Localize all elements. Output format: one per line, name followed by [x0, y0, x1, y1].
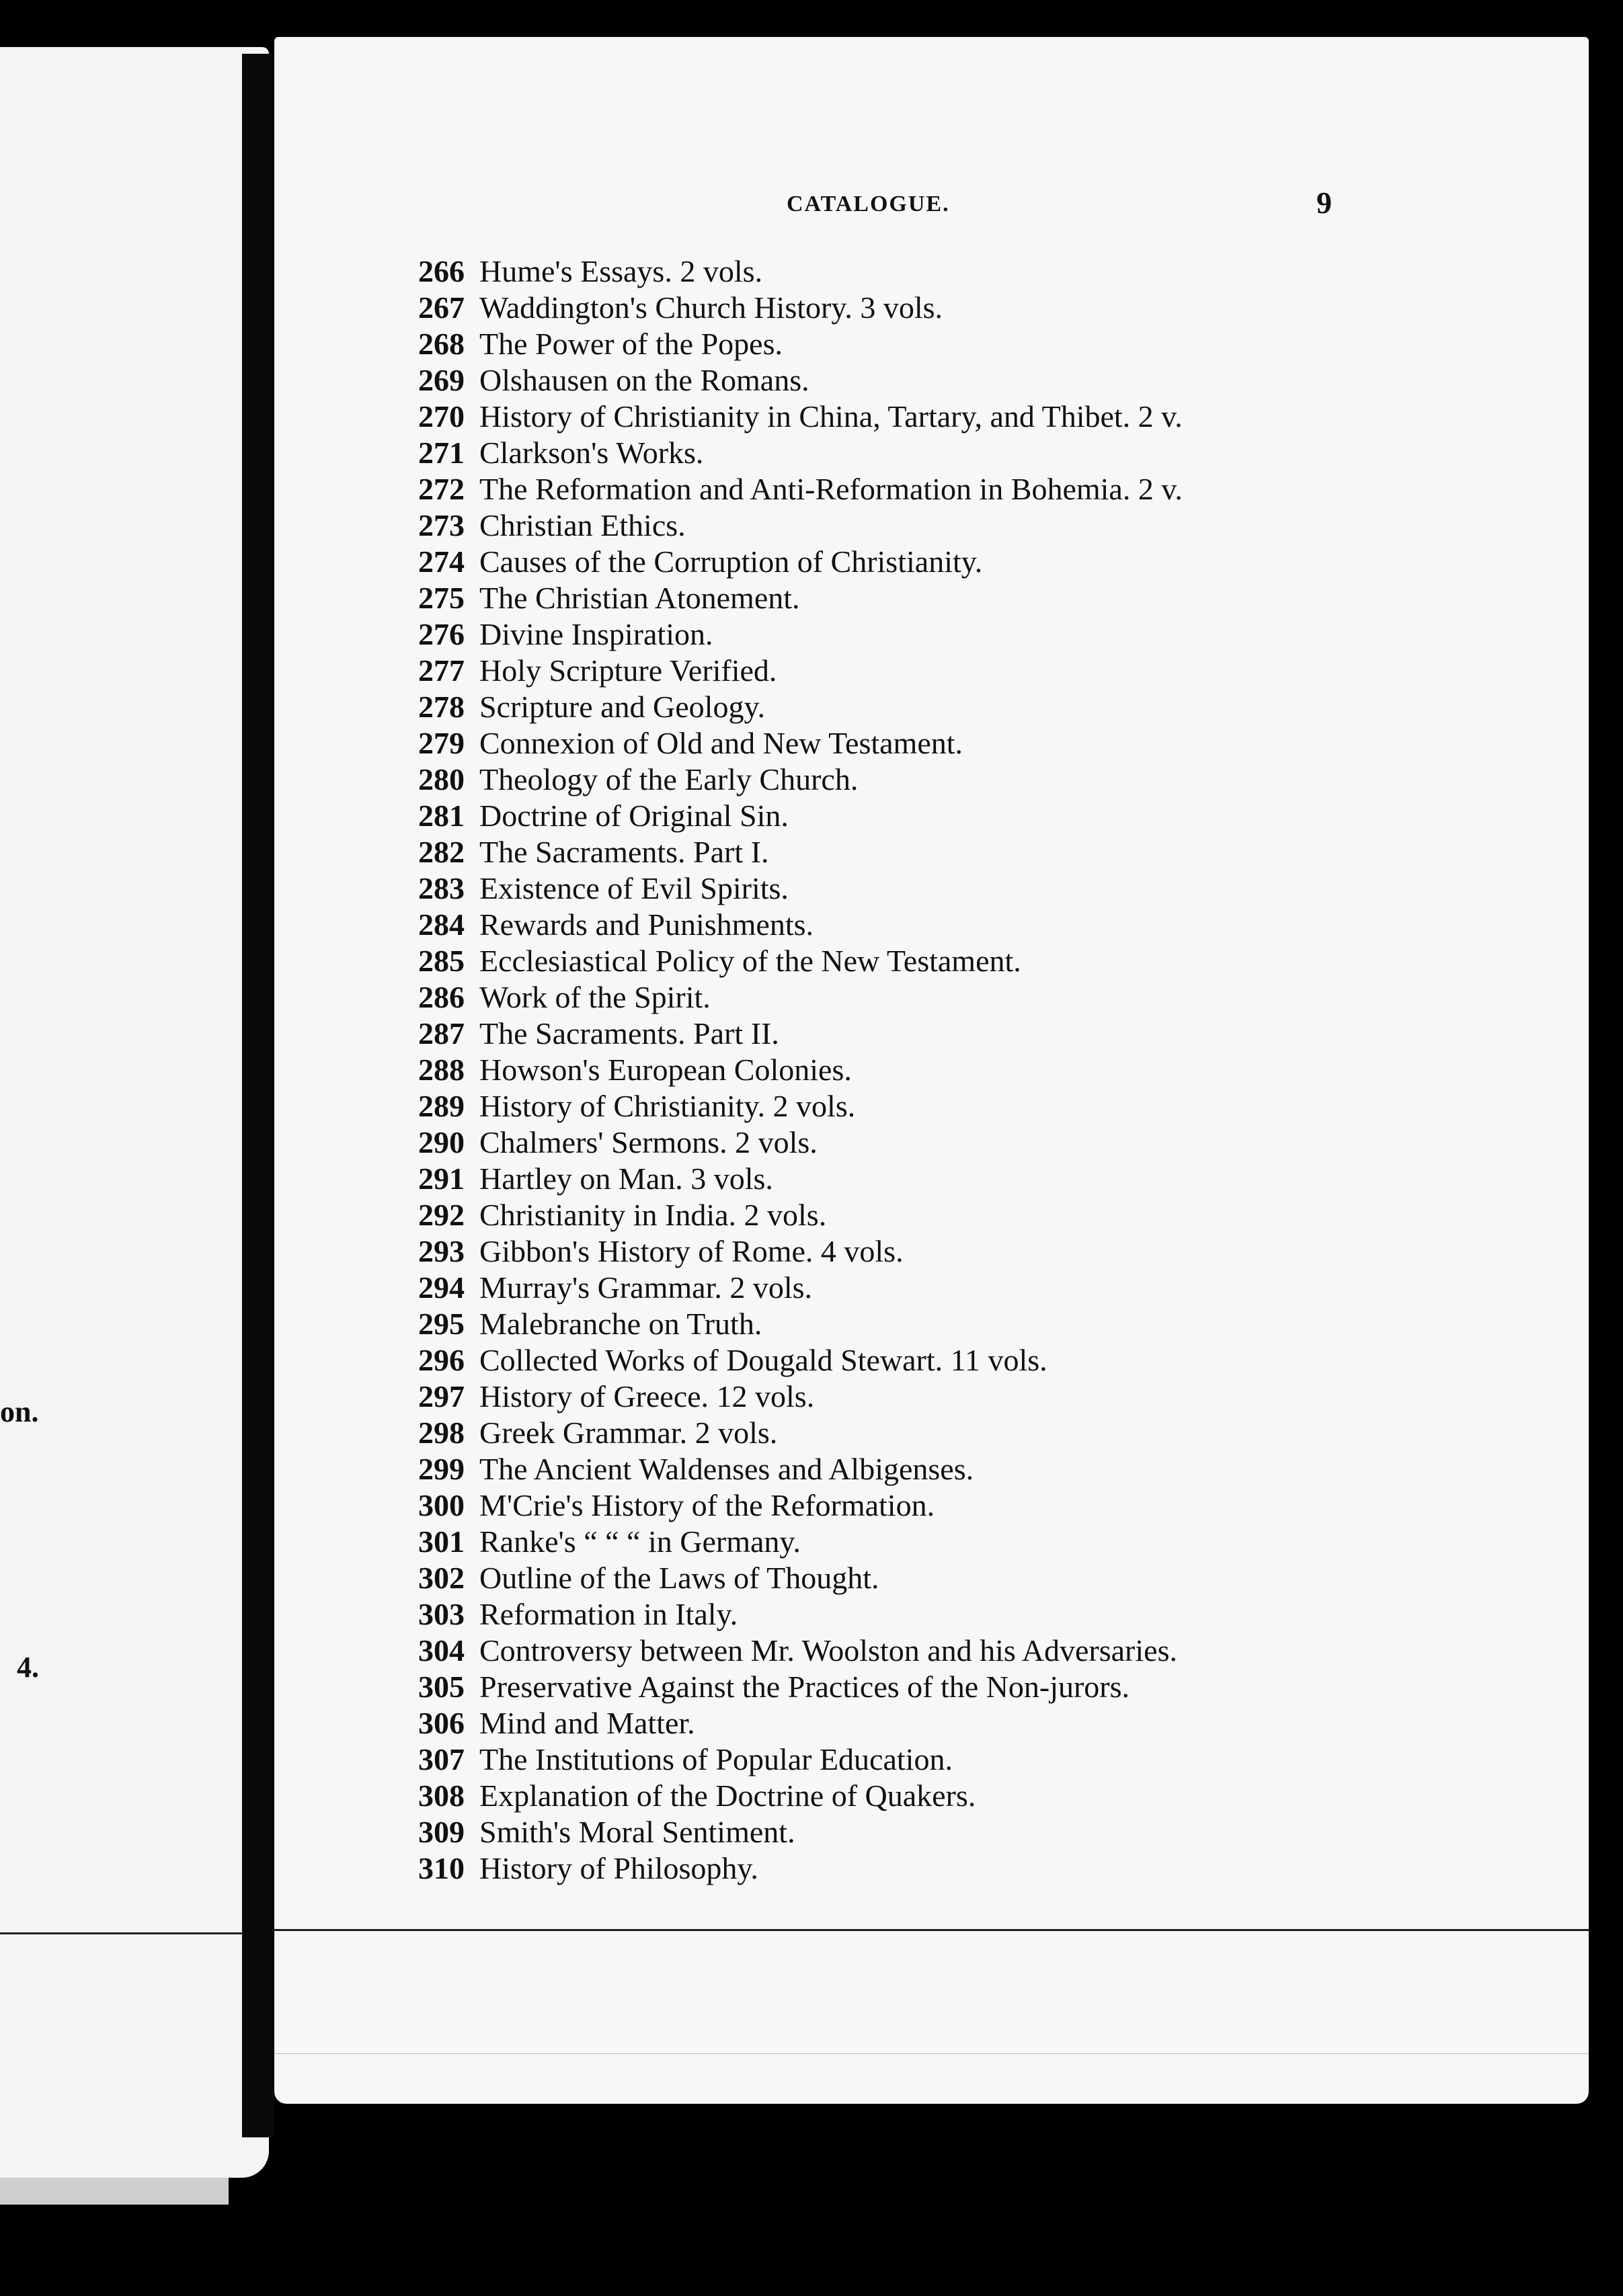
list-item	[387, 1741, 1530, 1778]
entry-number: 297	[418, 1379, 465, 1413]
list-item	[387, 1705, 1530, 1741]
entry-number: 296	[418, 1343, 465, 1377]
list-item	[387, 507, 1530, 544]
list-item	[387, 1778, 1530, 1814]
entry-title: The Christian Atonement.	[479, 581, 800, 615]
left-page-fragment: on.	[0, 1395, 39, 1428]
list-item	[387, 1814, 1530, 1850]
list-item	[387, 1850, 1530, 1887]
entry-number: 292	[418, 1198, 465, 1232]
entry-number: 272	[418, 472, 465, 506]
entry-title: History of Christianity in China, Tartary, and Thibet. 2 v.	[479, 399, 1183, 434]
entry-number: 309	[418, 1815, 465, 1849]
entry-title: Smith's Moral Sentiment.	[479, 1815, 795, 1849]
entry-number: 285	[418, 944, 465, 978]
left-page-edge	[0, 2178, 229, 2205]
entry-title: History of Greece. 12 vols.	[479, 1379, 815, 1413]
entry-number: 284	[418, 907, 465, 942]
entry-title: Gibbon's History of Rome. 4 vols.	[479, 1234, 904, 1268]
list-item	[387, 1052, 1530, 1088]
list-item	[387, 943, 1530, 979]
entry-title: Malebranche on Truth.	[479, 1307, 762, 1341]
entry-number: 302	[418, 1561, 465, 1595]
entry-title: Preservative Against the Practices of the Non-jurors.	[479, 1670, 1130, 1704]
entry-number: 295	[418, 1307, 465, 1341]
entry-title: Connexion of Old and New Testament.	[479, 726, 963, 760]
page-number: 9	[1316, 186, 1332, 220]
entry-title: Clarkson's Works.	[479, 436, 704, 470]
list-item	[387, 1342, 1530, 1379]
list-item	[387, 1306, 1530, 1342]
entry-title: Chalmers' Sermons. 2 vols.	[479, 1125, 818, 1159]
entry-title: Christianity in India. 2 vols.	[479, 1198, 827, 1232]
entry-number: 266	[418, 254, 465, 288]
list-item	[387, 1596, 1530, 1633]
list-item	[387, 1088, 1530, 1124]
entry-number: 293	[418, 1234, 465, 1268]
left-page-rule	[0, 1932, 269, 1934]
entry-number: 267	[418, 290, 465, 325]
entry-number: 278	[418, 690, 465, 724]
list-item	[387, 326, 1530, 362]
entry-number: 303	[418, 1597, 465, 1631]
list-item	[387, 362, 1530, 399]
entry-number: 287	[418, 1016, 465, 1051]
list-item	[387, 435, 1530, 471]
entry-title: M'Crie's History of the Reformation.	[479, 1488, 935, 1522]
entry-title: Causes of the Corruption of Christianity.	[479, 544, 983, 579]
entry-number: 277	[418, 653, 465, 688]
entry-title: Doctrine of Original Sin.	[479, 798, 789, 833]
book-gutter	[242, 54, 274, 2137]
entry-number: 298	[418, 1416, 465, 1450]
entry-title: Outline of the Laws of Thought.	[479, 1561, 879, 1595]
entry-title: Controversy between Mr. Woolston and his Adversaries.	[479, 1633, 1177, 1668]
entry-title: Hume's Essays. 2 vols.	[479, 254, 763, 288]
list-item	[387, 1415, 1530, 1451]
list-item	[387, 1524, 1530, 1560]
list-item	[387, 689, 1530, 725]
list-item	[387, 616, 1530, 653]
list-item	[387, 1197, 1530, 1233]
entry-title: Murray's Grammar. 2 vols.	[479, 1270, 813, 1305]
entry-number: 290	[418, 1125, 465, 1159]
entry-number: 310	[418, 1851, 465, 1885]
entry-title: The Institutions of Popular Education.	[479, 1742, 953, 1776]
entry-number: 306	[418, 1706, 465, 1740]
entry-number: 307	[418, 1742, 465, 1776]
entry-number: 288	[418, 1053, 465, 1087]
entry-number: 275	[418, 581, 465, 615]
list-item	[387, 907, 1530, 943]
list-item	[387, 834, 1530, 870]
entry-title: Greek Grammar. 2 vols.	[479, 1416, 778, 1450]
entry-number: 270	[418, 399, 465, 434]
left-page	[0, 47, 269, 2178]
entry-number: 286	[418, 980, 465, 1014]
entry-title: History of Philosophy.	[479, 1851, 758, 1885]
entry-title: Ecclesiastical Policy of the New Testament.	[479, 944, 1021, 978]
list-item	[387, 870, 1530, 907]
entry-title: Mind and Matter.	[479, 1706, 695, 1740]
list-item	[387, 979, 1530, 1016]
list-item	[387, 1669, 1530, 1705]
entry-number: 279	[418, 726, 465, 760]
entry-title: Scripture and Geology.	[479, 690, 765, 724]
list-item	[387, 580, 1530, 616]
entry-title: Collected Works of Dougald Stewart. 11 vols.	[479, 1343, 1047, 1377]
list-item	[387, 1487, 1530, 1524]
entry-number: 301	[418, 1524, 465, 1559]
list-item	[387, 653, 1530, 689]
entry-number: 280	[418, 762, 465, 796]
entry-title: The Sacraments. Part II.	[479, 1016, 779, 1051]
list-item	[387, 1124, 1530, 1161]
entry-number: 281	[418, 798, 465, 833]
list-item	[387, 1161, 1530, 1197]
entry-title: Work of the Spirit.	[479, 980, 711, 1014]
list-item	[387, 1560, 1530, 1596]
entry-number: 300	[418, 1488, 465, 1522]
entry-number: 274	[418, 544, 465, 579]
list-item	[387, 1016, 1530, 1052]
list-item	[387, 725, 1530, 762]
entry-title: Holy Scripture Verified.	[479, 653, 777, 688]
entry-number: 299	[418, 1452, 465, 1486]
entry-number: 269	[418, 363, 465, 397]
list-item	[387, 762, 1530, 798]
entry-title: Rewards and Punishments.	[479, 907, 814, 942]
entry-title: Explanation of the Doctrine of Quakers.	[479, 1778, 976, 1813]
left-page-fragment: 4.	[17, 1651, 39, 1684]
page-rule	[274, 1929, 1589, 1931]
entry-title: Reformation in Italy.	[479, 1597, 738, 1631]
entry-number: 282	[418, 835, 465, 869]
entry-number: 291	[418, 1161, 465, 1196]
page-faint-rule	[274, 2053, 1589, 2054]
entry-title: Olshausen on the Romans.	[479, 363, 809, 397]
entry-title: Waddington's Church History. 3 vols.	[479, 290, 943, 325]
list-item	[387, 1633, 1530, 1669]
list-item	[387, 253, 1530, 290]
list-item	[387, 1451, 1530, 1487]
entry-number: 273	[418, 508, 465, 542]
list-item	[387, 1270, 1530, 1306]
entry-title: Hartley on Man. 3 vols.	[479, 1161, 773, 1196]
entry-number: 305	[418, 1670, 465, 1704]
entry-number: 308	[418, 1778, 465, 1813]
entry-number: 268	[418, 327, 465, 361]
catalogue-page	[274, 37, 1589, 2104]
entry-title: Ranke's “ “ “ in Germany.	[479, 1524, 801, 1559]
entry-title: The Reformation and Anti-Reformation in Bohemia. 2 v.	[479, 472, 1183, 506]
entry-number: 271	[418, 436, 465, 470]
entry-title: History of Christianity. 2 vols.	[479, 1089, 856, 1123]
list-item	[387, 290, 1530, 326]
entry-title: The Power of the Popes.	[479, 327, 783, 361]
catalogue-list	[387, 253, 1530, 1887]
list-item	[387, 399, 1530, 435]
entry-number: 276	[418, 617, 465, 651]
entry-title: Theology of the Early Church.	[479, 762, 859, 796]
list-item	[387, 798, 1530, 834]
entry-title: The Ancient Waldenses and Albigenses.	[479, 1452, 974, 1486]
entry-number: 283	[418, 871, 465, 905]
entry-title: Existence of Evil Spirits.	[479, 871, 789, 905]
list-item	[387, 1233, 1530, 1270]
list-item	[387, 1379, 1530, 1415]
list-item	[387, 544, 1530, 580]
entry-title: Divine Inspiration.	[479, 617, 713, 651]
entry-title: Howson's European Colonies.	[479, 1053, 852, 1087]
entry-number: 294	[418, 1270, 465, 1305]
entry-number: 304	[418, 1633, 465, 1668]
entry-title: Christian Ethics.	[479, 508, 686, 542]
list-item	[387, 471, 1530, 507]
entry-title: The Sacraments. Part I.	[479, 835, 769, 869]
page-title: CATALOGUE.	[787, 192, 950, 216]
entry-number: 289	[418, 1089, 465, 1123]
